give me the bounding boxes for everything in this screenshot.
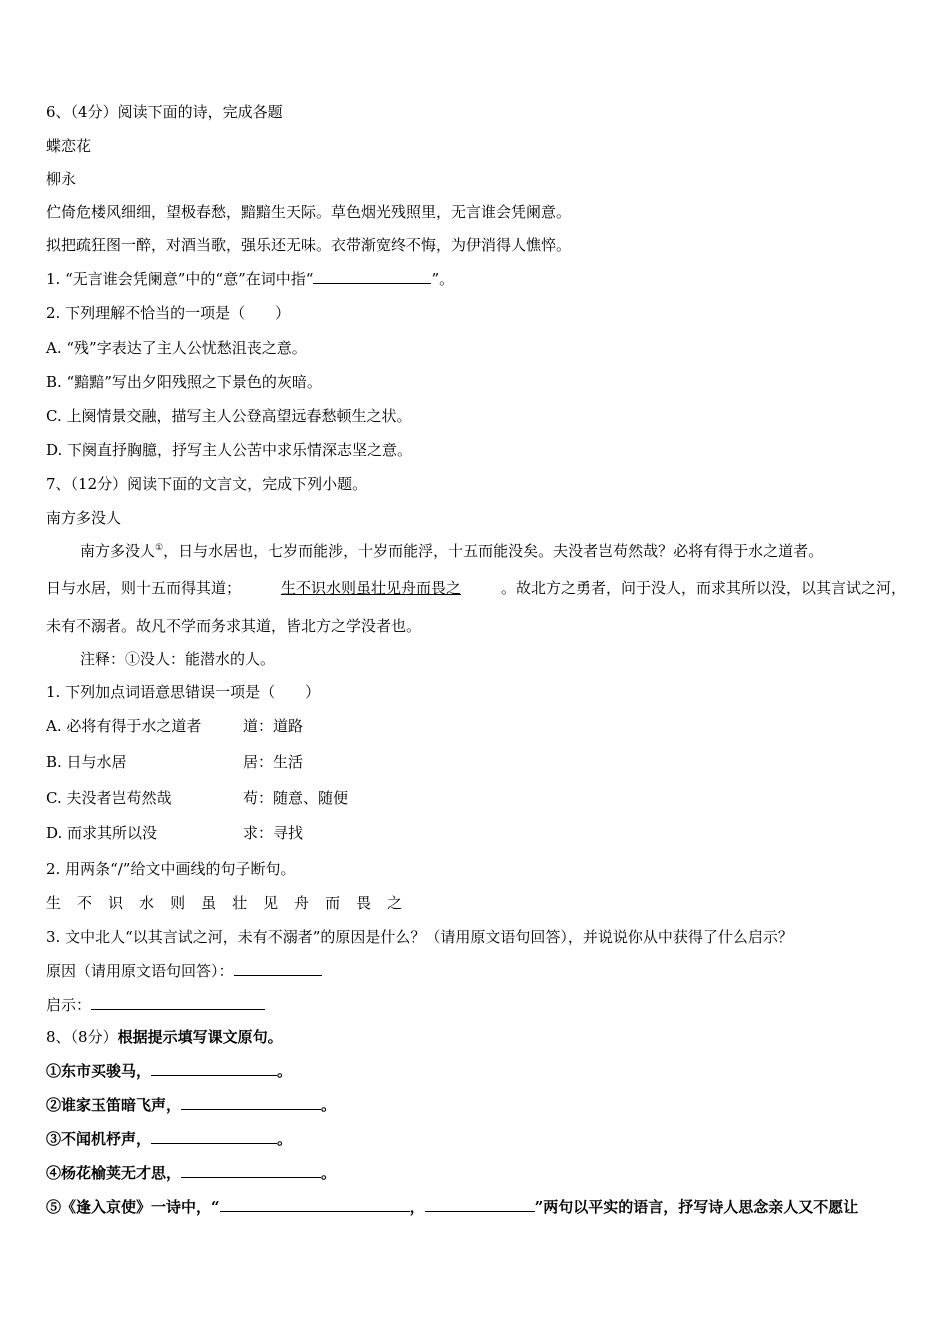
char: 之 <box>387 894 403 912</box>
q6-option-a: A. “残”字表达了主人公忧愁沮丧之意。 <box>46 339 307 357</box>
q6-sub1 <box>46 269 454 289</box>
option-gloss: 居：生活 <box>243 753 304 771</box>
q7-option-b <box>46 752 546 772</box>
q6-sub2: 2. 下列理解不恰当的一项是（ ） <box>46 304 291 322</box>
q8-item-1 <box>46 1061 292 1081</box>
item-end: 。 <box>277 1130 293 1148</box>
answer-blank[interactable] <box>313 269 431 284</box>
passage-text: ，日与水居也，七岁而能涉，十岁而能浮，十五而能没矣。夫没者岂苟然哉？必将有得于水之道者。 <box>163 542 824 560</box>
q7-option-a <box>46 716 546 736</box>
char: 舟 <box>294 894 310 912</box>
option-gloss: 道：道路 <box>243 717 304 735</box>
passage-line-2 <box>46 578 906 598</box>
underlined-sentence: 生不识水则虽壮见舟而畏之 <box>280 579 461 597</box>
q6-header: 6、（4分）阅读下面的诗，完成各题 <box>46 103 283 121</box>
q8-item-4 <box>46 1163 336 1183</box>
q6-option-b: B. “黯黯”写出夕阳残照之下景色的灰暗。 <box>46 373 322 391</box>
char: 不 <box>77 894 93 912</box>
char: 水 <box>139 894 155 912</box>
option-text: A. 必将有得于水之道者 <box>46 717 202 735</box>
q8-score: 8、（8分） <box>46 1028 118 1046</box>
char: 见 <box>263 894 279 912</box>
reason-label: 原因（请用原文语句回答）： <box>46 962 234 980</box>
passage-text: 日与水居，则十五而得其道； <box>46 579 242 597</box>
poem-author: 柳永 <box>46 170 77 188</box>
item-text: ”两句以平实的语言，抒写诗人思念亲人又不愿让 <box>534 1198 859 1216</box>
footnote-mark: ① <box>155 543 164 553</box>
answer-blank[interactable] <box>220 1197 410 1212</box>
passage-text: 。故北方之勇者，问于没人，而求其所以没，以其言试之河， <box>500 579 906 597</box>
q7-sub1: 1. 下列加点词语意思错误一项是（ ） <box>46 683 321 701</box>
footnote: 注释：①没人：能潜水的人。 <box>80 650 276 668</box>
passage-text: 南方多没人 <box>80 542 156 560</box>
q8-item-2 <box>46 1095 336 1115</box>
option-gloss: 苟：随意、随便 <box>243 789 349 807</box>
answer-blank[interactable] <box>234 961 322 976</box>
option-gloss: 求：寻找 <box>243 824 304 842</box>
reason-line <box>46 961 322 981</box>
q7-header: 7、（12分）阅读下面的文言文，完成下列小题。 <box>46 475 368 493</box>
poem-line-1: 伫倚危楼风细细，望极春愁，黯黯生天际。草色烟光残照里，无言谁会凭阑意。 <box>46 203 572 221</box>
item-text: ③不闻机杼声， <box>46 1130 152 1148</box>
item-end: 。 <box>321 1164 337 1182</box>
char: 生 <box>46 894 62 912</box>
sentence-chars <box>46 893 418 913</box>
passage-title: 南方多没人 <box>46 509 122 527</box>
poem-title: 蝶恋花 <box>46 137 92 155</box>
option-text: B. 日与水居 <box>46 753 127 771</box>
q6-sub1-text: 1. “无言谁会凭阑意”中的“意”在词中指“ <box>46 270 314 288</box>
item-end: 。 <box>321 1096 337 1114</box>
char: 壮 <box>232 894 248 912</box>
q6-option-d: D. 下阕直抒胸臆，抒写主人公苦中求乐情深志坚之意。 <box>46 441 413 459</box>
answer-blank[interactable] <box>425 1197 535 1212</box>
char: 而 <box>325 894 341 912</box>
q6-option-c: C. 上阕情景交融，描写主人公登高望远春愁顿生之状。 <box>46 407 412 425</box>
item-text: ⑤《逢入京使》一诗中，“ <box>46 1198 220 1216</box>
q7-option-c <box>46 788 546 808</box>
char: 虽 <box>201 894 217 912</box>
item-end: 。 <box>277 1062 293 1080</box>
answer-blank[interactable] <box>151 1061 277 1076</box>
answer-blank[interactable] <box>181 1095 321 1110</box>
q7-sub2: 2. 用两条“/”给文中画线的句子断句。 <box>46 860 296 878</box>
q8-item-5 <box>46 1197 858 1217</box>
char: 畏 <box>356 894 372 912</box>
option-text: C. 夫没者岂苟然哉 <box>46 789 172 807</box>
q7-sub3: 3. 文中北人“以其言试之河，未有不溺者”的原因是什么？（请用原文语句回答），并说说你从中获得了什么启示？ <box>46 928 793 946</box>
item-text: ， <box>409 1198 425 1216</box>
item-text: ④杨花榆荚无才思， <box>46 1164 182 1182</box>
q7-option-d <box>46 823 546 843</box>
q6-sub1-end: ”。 <box>431 270 455 288</box>
insight-label: 启示： <box>46 996 92 1014</box>
char: 则 <box>170 894 186 912</box>
q8-instruction: 根据提示填写课文原句。 <box>117 1028 283 1046</box>
insight-line <box>46 995 265 1015</box>
q8-header <box>46 1027 283 1047</box>
passage-line-3: 未有不溺者。故凡不学而务求其道，皆北方之学没者也。 <box>46 617 422 635</box>
item-text: ②谁家玉笛暗飞声， <box>46 1096 182 1114</box>
char: 识 <box>108 894 124 912</box>
poem-line-2: 拟把疏狂图一醉，对酒当歌，强乐还无味。衣带渐宽终不悔，为伊消得人憔悴。 <box>46 236 572 254</box>
answer-blank[interactable] <box>181 1163 321 1178</box>
passage-line-1 <box>80 541 823 561</box>
answer-blank[interactable] <box>151 1129 277 1144</box>
q8-item-3 <box>46 1129 292 1149</box>
answer-blank[interactable] <box>91 995 265 1010</box>
option-text: D. 而求其所以没 <box>46 824 158 842</box>
item-text: ①东市买骏马， <box>46 1062 152 1080</box>
